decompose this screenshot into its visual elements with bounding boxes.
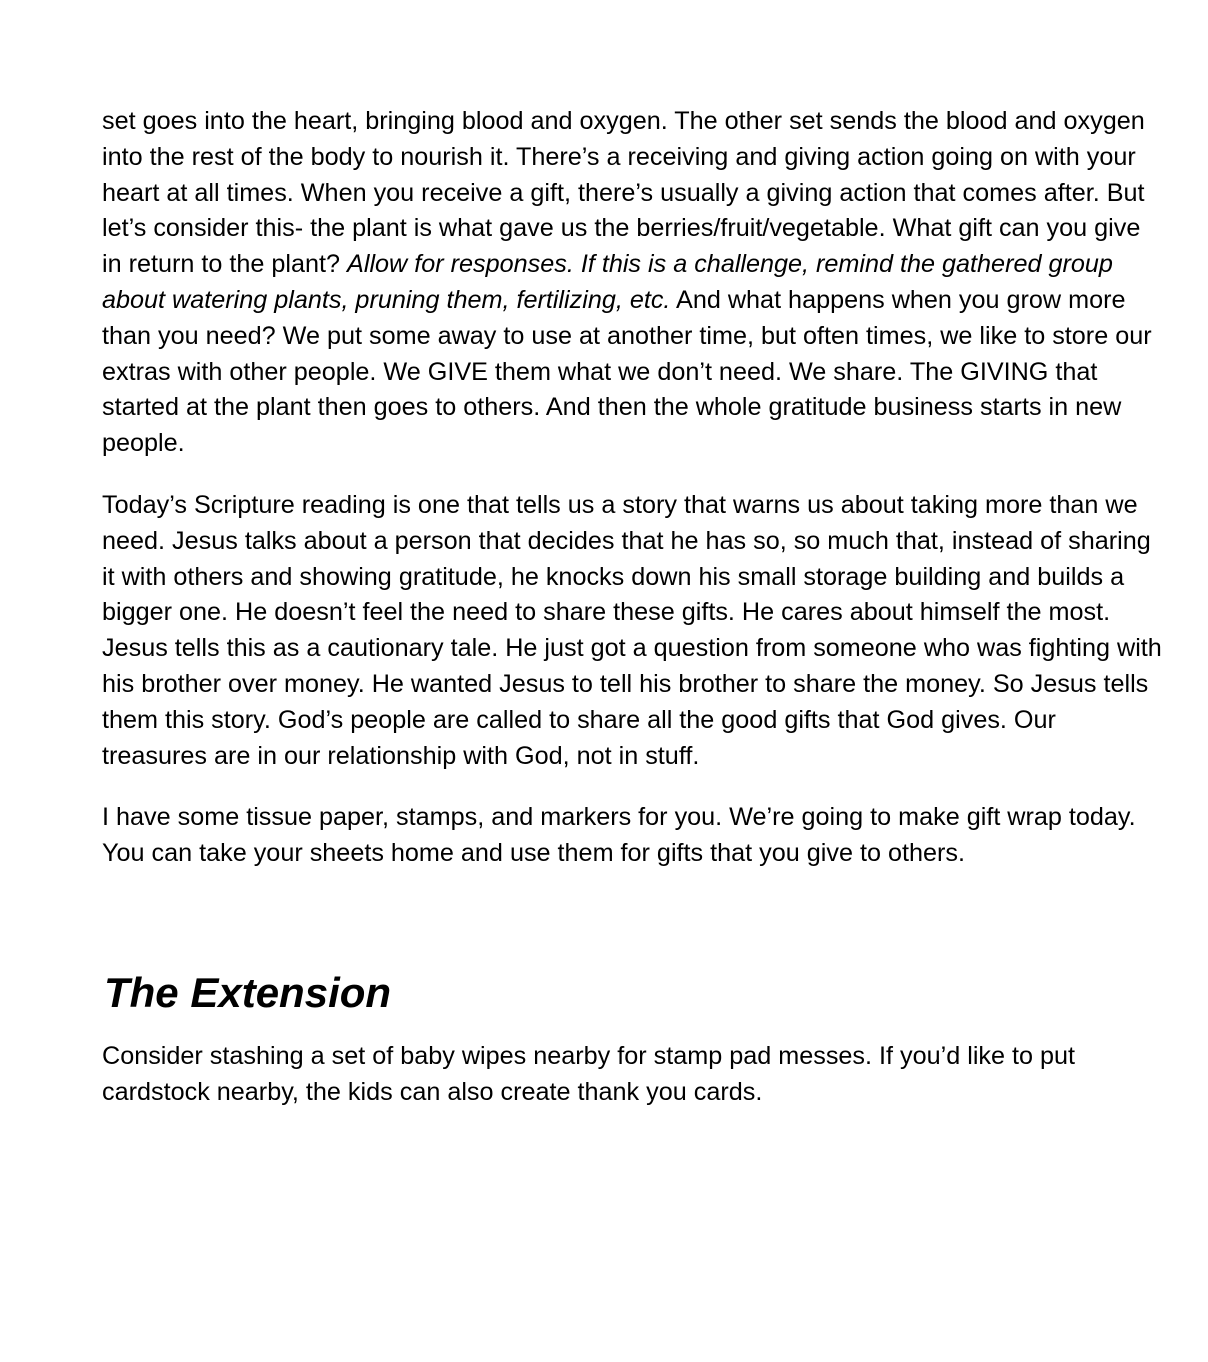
document-page bbox=[102, 104, 1162, 1137]
paragraph-heart-gift bbox=[102, 104, 1162, 462]
section-heading-extension: The Extension bbox=[104, 968, 392, 1016]
paragraph-1-text-b: And what happens when you grow more than you need? We put some away to use at another time, but often times, we like to store our extras with other people. We GIVE them what we don’t need. We share. The GIVING that started at the plant then goes to others. And then the whole gratitude business starts in new people. bbox=[102, 285, 1152, 458]
paragraph-1-italic-instruction: Allow for responses. If this is a challenge, remind the gathered group about watering plants, pruning them, fertilizing, etc. bbox=[102, 250, 1113, 314]
paragraph-extension-tips: Consider stashing a set of baby wipes nearby for stamp pad messes. If you’d like to put cardstock nearby, the kids can also create thank you cards. bbox=[102, 1041, 1076, 1106]
paragraph-scripture-reading: Today’s Scripture reading is one that tells us a story that warns us about taking more than we need. Jesus talks about a person that decides that he has so, so much that, instead of sharing it with others and showing gratitude, he knocks down his small storage building and builds a bigger one. He doesn’t feel the need to share these gifts. He cares about himself the most. Jesus tells this as a cautionary tale. He just got a question from someone who was fighting with his brother over money. He wanted Jesus to tell his brother to share the money. So Jesus tells them this story. God’s people are called to share all the good gifts that God gives. Our treasures are in our relationship with God, not in stuff. bbox=[102, 490, 1162, 770]
paragraph-gift-wrap-activity: I have some tissue paper, stamps, and markers for you. We’re going to make gift wrap today. You can take your sheets home and use them for gifts that you give to others. bbox=[102, 803, 1136, 868]
paragraph-1-text-a: set goes into the heart, bringing blood and oxygen. The other set sends the blood and oxygen into the rest of the body to nourish it. There’s a receiving and giving action going on with your heart at all times. When you receive a gift, there’s usually a giving action that comes after. But let’s consider this- the plant is what gave us the berries/fruit/vegetable. What gift can you give in return to the plant? bbox=[102, 107, 1145, 279]
